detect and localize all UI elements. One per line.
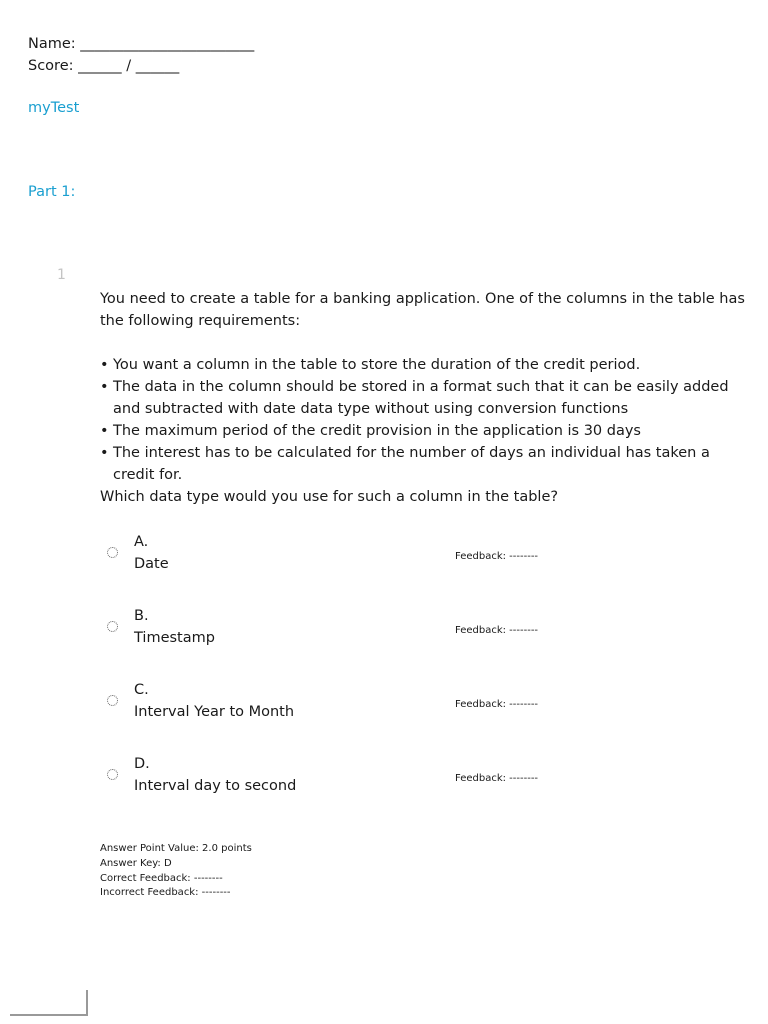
option-letter: A. (134, 534, 149, 550)
requirements-list (100, 354, 745, 486)
test-title: myTest (28, 100, 80, 116)
option-text: Timestamp (134, 630, 215, 646)
option-text: Date (134, 556, 169, 572)
requirement-item: • You want a column in the table to store the duration of the credit period. (100, 354, 745, 376)
option-feedback: Feedback: -------- (455, 625, 539, 636)
incorrect-feedback: Incorrect Feedback: -------- (100, 887, 231, 899)
option-text: Interval day to second (134, 778, 297, 794)
question-number: 1 (57, 267, 66, 283)
option-c[interactable] (100, 679, 700, 727)
radio-button-option-d[interactable] (107, 769, 118, 780)
radio-button-option-b[interactable] (107, 621, 118, 632)
question-intro: You need to create a table for a banking application. One of the columns in the table has the following requirements: (100, 291, 745, 329)
question-prompt: Which data type would you use for such a column in the table? (100, 489, 559, 505)
answer-meta (100, 842, 252, 901)
requirement-item: • The maximum period of the credit provision in the application is 30 days (100, 420, 745, 442)
radio-button-option-c[interactable] (107, 695, 118, 706)
option-a[interactable] (100, 531, 700, 579)
option-d[interactable] (100, 753, 700, 801)
option-feedback: Feedback: -------- (455, 773, 539, 784)
answer-point-value: Answer Point Value: 2.0 points (100, 843, 252, 854)
requirement-item: • The data in the column should be stored in a format such that it can be easily added and subtracted with date data type without using conversion functions (100, 376, 745, 420)
correct-feedback: Correct Feedback: -------- (100, 872, 223, 884)
requirement-item: • The interest has to be calculated for the number of days an individual has taken a credit for. (100, 442, 745, 486)
page-corner-mark (10, 990, 88, 1016)
option-b[interactable] (100, 605, 700, 653)
answer-key: Answer Key: D (100, 857, 172, 869)
option-feedback: Feedback: -------- (455, 699, 539, 710)
part-title: Part 1: (28, 184, 76, 200)
option-feedback: Feedback: -------- (455, 551, 539, 562)
option-letter: D. (134, 756, 150, 772)
option-letter: B. (134, 608, 149, 624)
option-text: Interval Year to Month (134, 704, 295, 720)
question-body (100, 288, 745, 508)
score-line: Score: ______ / ______ (28, 58, 180, 74)
name-line: Name: ________________________ (28, 36, 255, 52)
option-letter: C. (134, 682, 149, 698)
radio-button-option-a[interactable] (107, 547, 118, 558)
